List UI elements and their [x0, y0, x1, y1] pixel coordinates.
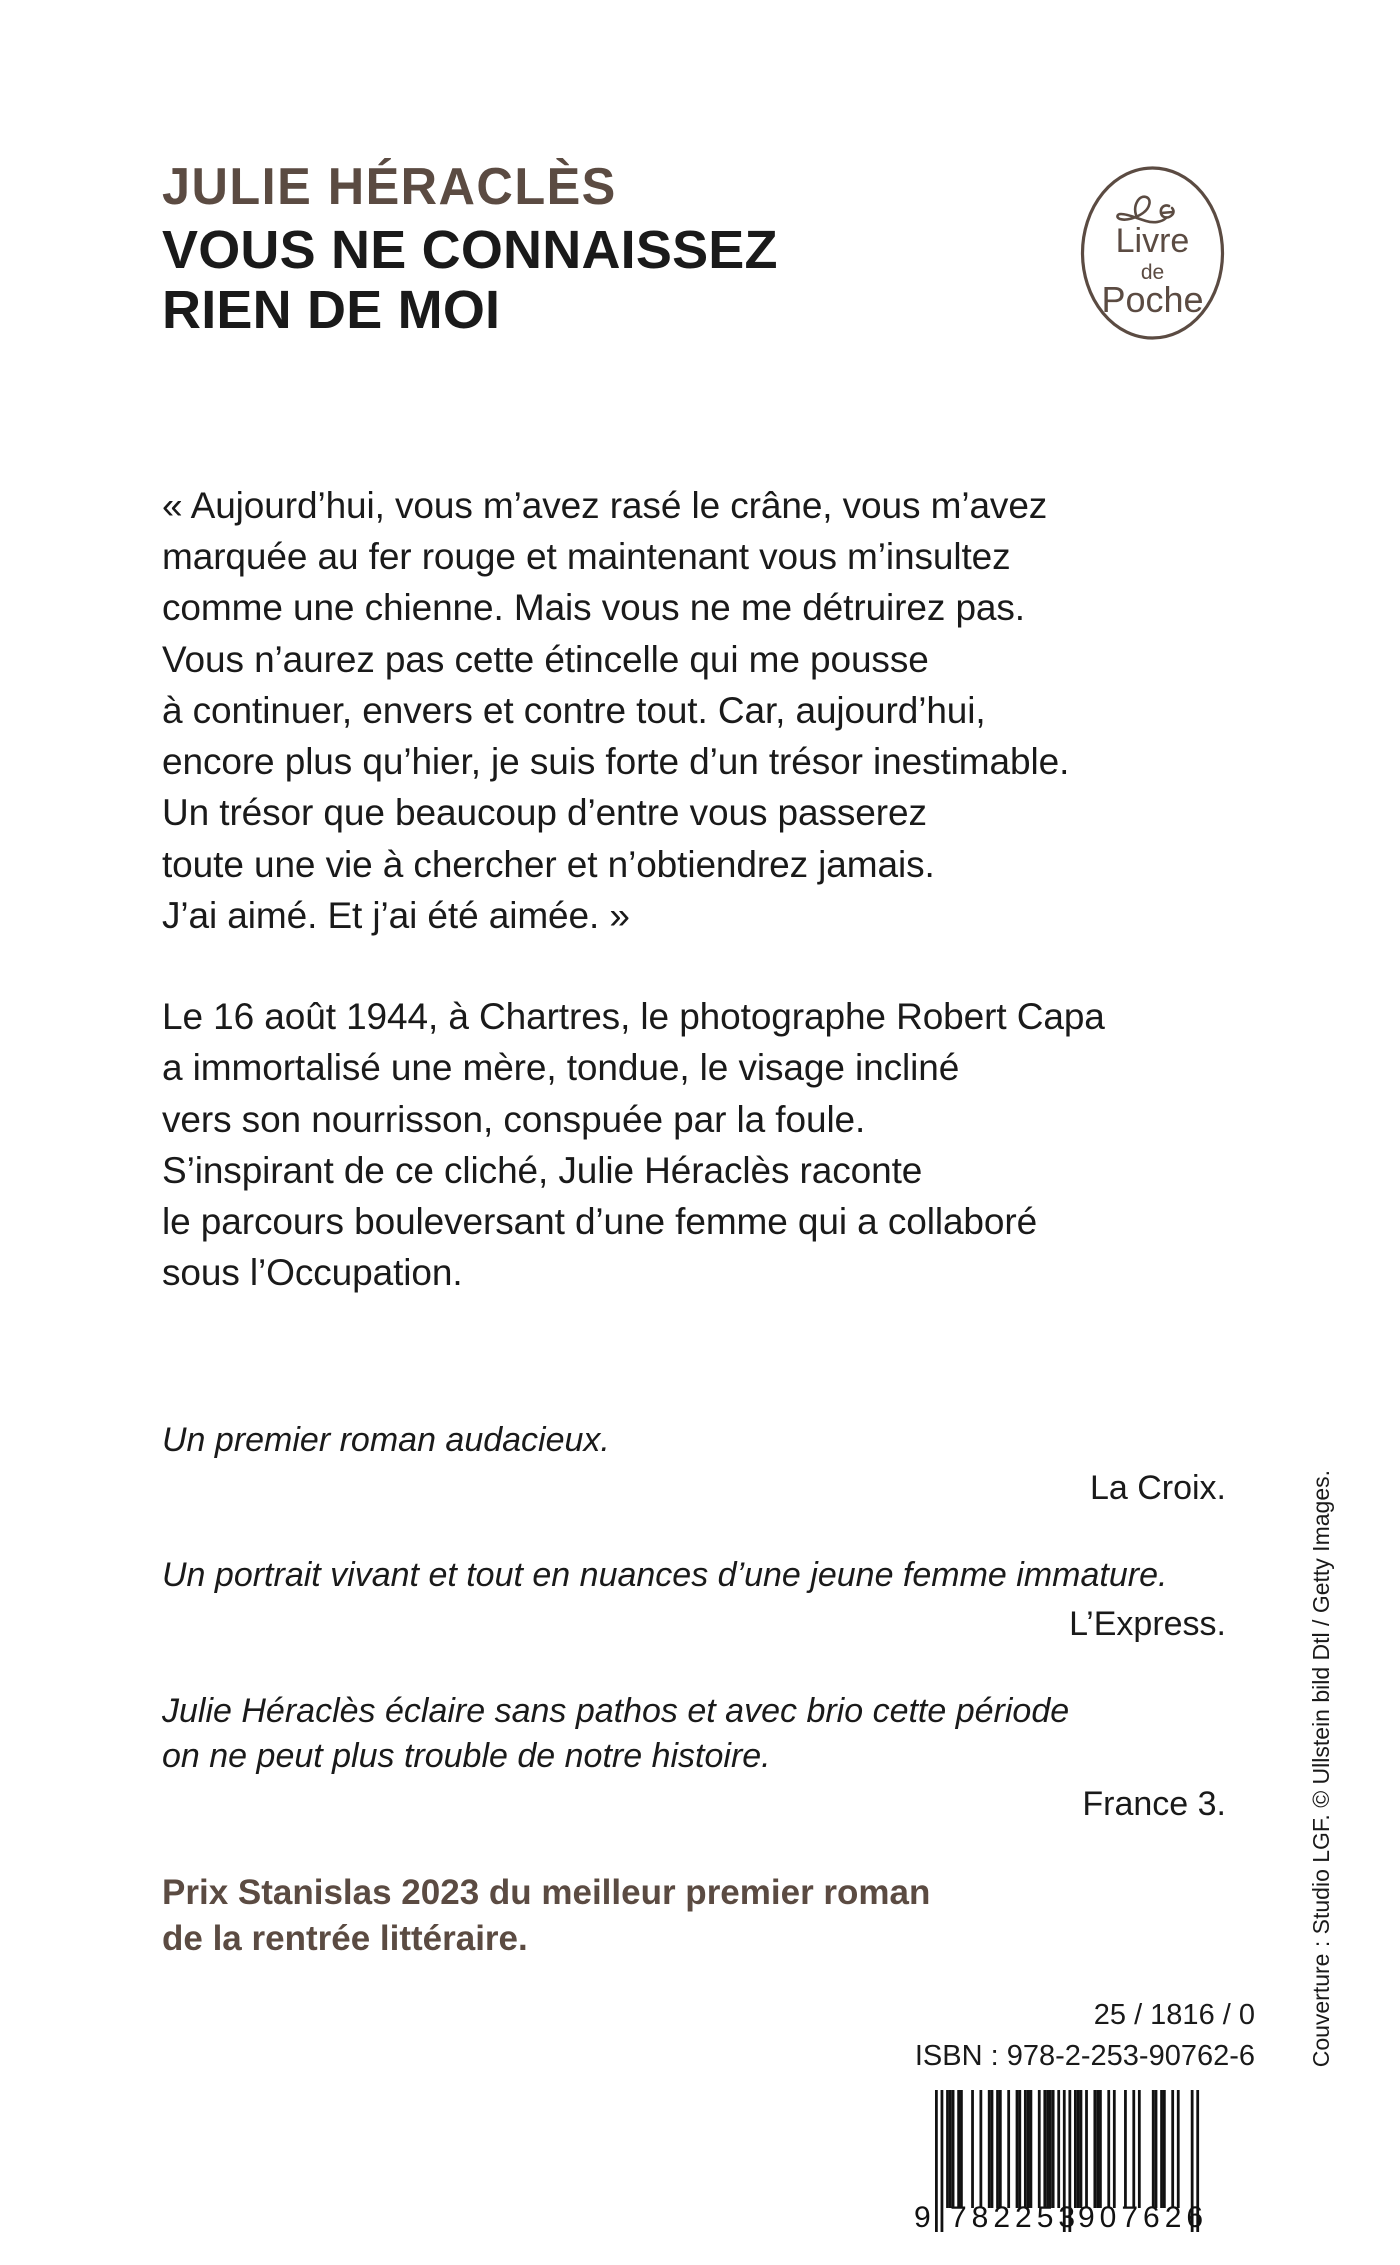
- logo-line-livre: Livre: [1115, 222, 1190, 260]
- excerpt-line: encore plus qu’hier, je suis forte d’un trésor inestimable.: [162, 741, 1070, 783]
- barcode-right-group: 907626: [1078, 2201, 1209, 2234]
- press-quote-line: Un premier roman audacieux.: [162, 1421, 610, 1459]
- excerpt-paragraph: [162, 480, 1242, 941]
- press-quote-source: L’Express.: [1069, 1604, 1226, 1643]
- excerpt-line: J’ai aimé. Et j’ai été aimée. »: [162, 894, 630, 936]
- book-title: [162, 221, 952, 340]
- synopsis-line: vers son nourrisson, conspuée par la foule.: [162, 1098, 866, 1140]
- cover-content: [162, 480, 1242, 1299]
- synopsis-line: S’inspirant de ce cliché, Julie Héraclès raconte: [162, 1149, 923, 1191]
- press-quote-text: [162, 1689, 1232, 1779]
- author-name: JULIE HÉRACLÈS: [162, 158, 617, 216]
- cover-credit: Couverture : Studio LGF. © Ullstein bild Dtl / Getty Images.: [1308, 1470, 1334, 2068]
- press-quote-item: [162, 1418, 1232, 1511]
- excerpt-line: comme une chienne. Mais vous ne me détruirez pas.: [162, 587, 1025, 629]
- le-livre-de-poche-logo: [1076, 163, 1229, 343]
- book-title-line: VOUS NE CONNAISSEZ: [162, 220, 778, 281]
- excerpt-line: toute une vie à chercher et n’obtiendrez jamais.: [162, 843, 935, 885]
- synopsis-line: a immortalisé une mère, tondue, le visage incliné: [162, 1047, 960, 1089]
- press-quote-source: La Croix.: [1089, 1469, 1226, 1508]
- barcode-left-group: 782253: [950, 2201, 1081, 2234]
- synopsis-line: sous l’Occupation.: [162, 1252, 463, 1294]
- press-quote-source: France 3.: [1082, 1785, 1226, 1824]
- prize-mention: [162, 1870, 1162, 1961]
- logo-line-poche: Poche: [1101, 279, 1204, 320]
- synopsis-line: Le 16 août 1944, à Chartres, le photographe Robert Capa: [162, 996, 1105, 1038]
- excerpt-line: Vous n’aurez pas cette étincelle qui me pousse: [162, 638, 929, 680]
- prize-line: Prix Stanislas 2023 du meilleur premier roman: [162, 1873, 931, 1912]
- ean13-barcode: [902, 2088, 1247, 2238]
- press-quote-item: [162, 1689, 1232, 1828]
- synopsis-line: le parcours bouleversant d’une femme qui a collaboré: [162, 1201, 1038, 1243]
- book-title-line: RIEN DE MOI: [162, 279, 501, 340]
- press-quotes: [162, 1418, 1232, 1828]
- prize-line: de la rentrée littéraire.: [162, 1918, 528, 1958]
- isbn-text: ISBN : 978-2-253-90762-6: [914, 2040, 1255, 2073]
- excerpt-line: « Aujourd’hui, vous m’avez rasé le crâne, vous m’avez: [162, 485, 1048, 526]
- imprint-block: [915, 1995, 1255, 2077]
- excerpt-line: marquée au fer rouge et maintenant vous m’insultez: [162, 536, 1011, 578]
- excerpt-line: à continuer, envers et contre tout. Car, aujourd’hui,: [162, 689, 986, 731]
- logo-line-de: de: [1140, 261, 1165, 284]
- excerpt-line: Un trésor que beaucoup d’entre vous passerez: [162, 792, 927, 834]
- press-quote-text: [162, 1418, 1232, 1463]
- barcode-lead-digit: 9: [914, 2201, 931, 2234]
- press-quote-item: [162, 1553, 1232, 1646]
- press-quote-text: [162, 1553, 1232, 1598]
- synopsis-paragraph: [162, 991, 1242, 1298]
- imprint-code: 25 / 1816 / 0: [1093, 1999, 1255, 2031]
- press-quote-line: Julie Héraclès éclaire sans pathos et avec brio cette période: [162, 1691, 1070, 1730]
- press-quote-line: on ne peut plus trouble de notre histoire.: [162, 1737, 771, 1776]
- press-quote-line: Un portrait vivant et tout en nuances d’une jeune femme immature.: [162, 1556, 1168, 1595]
